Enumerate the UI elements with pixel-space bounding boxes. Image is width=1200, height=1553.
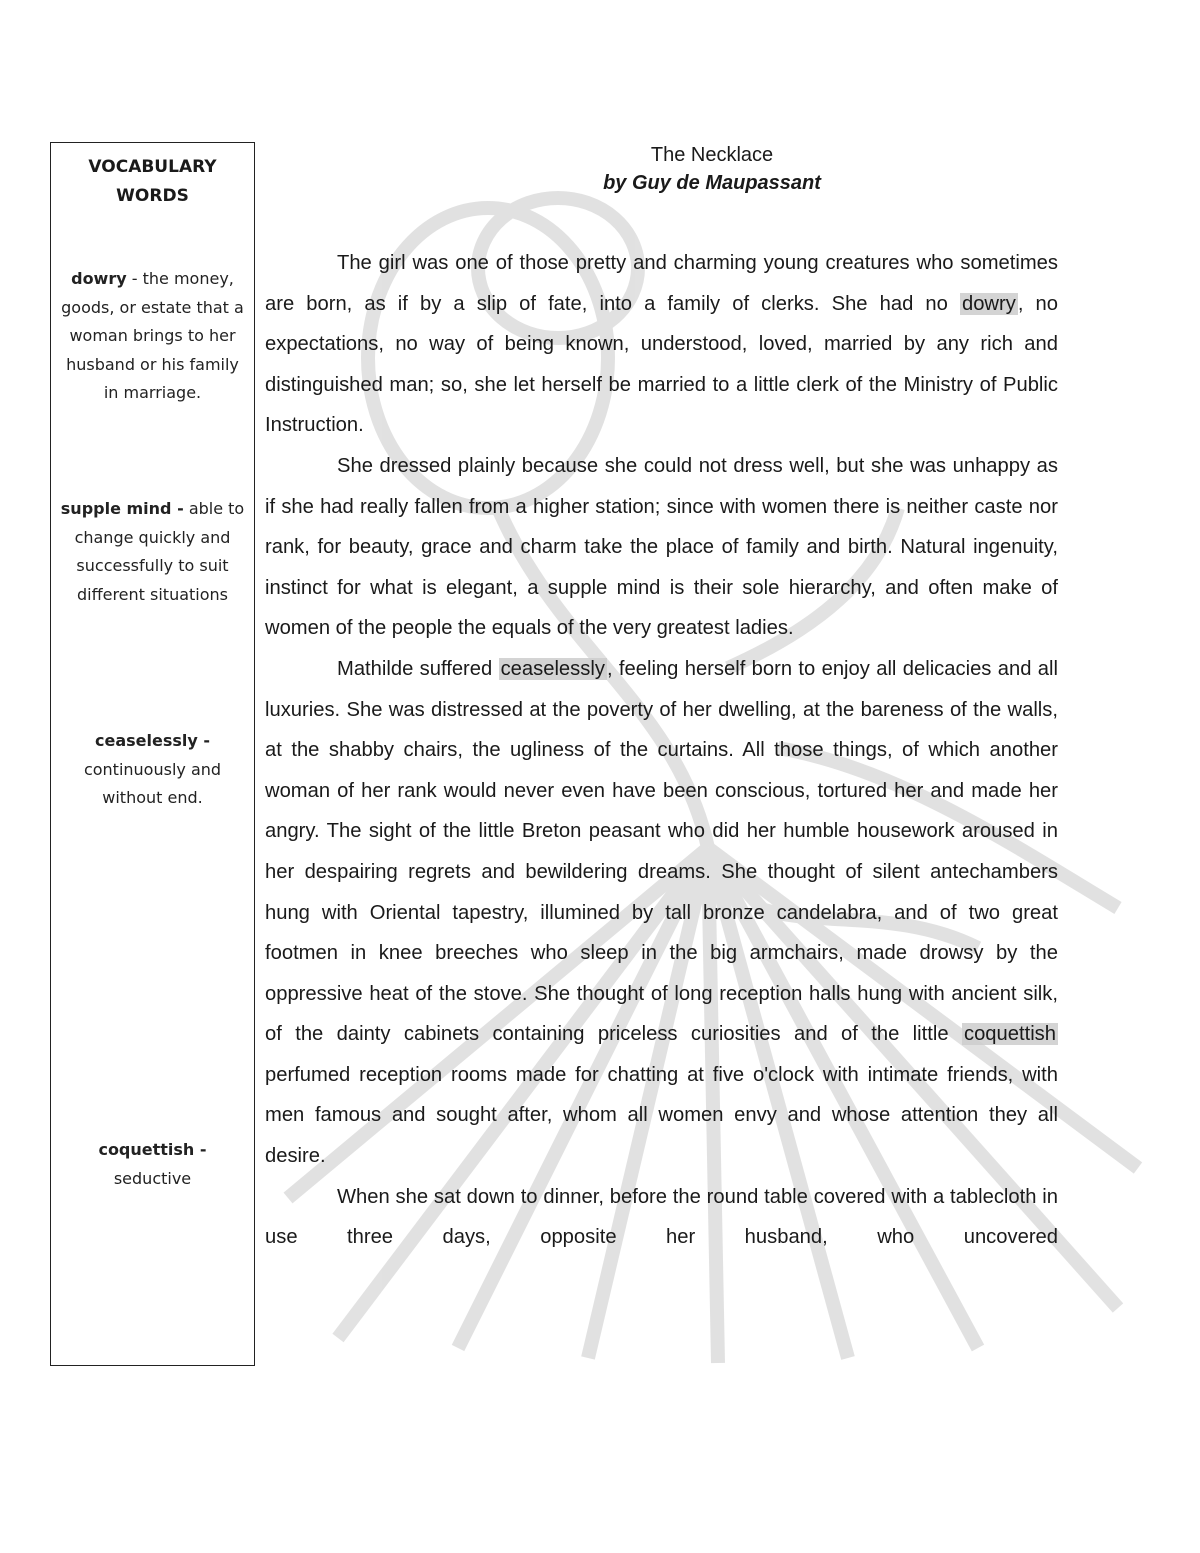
vocab-word: supple mind — [547, 576, 661, 599]
text-run: The girl was one of those pretty and charming young creatures who sometimes are born, as if by a slip of fate, into a family of clerks. She had no — [265, 252, 1058, 315]
story-title: The Necklace — [650, 144, 774, 166]
highlighted-vocab-word: dowry — [961, 292, 1016, 315]
text-run: perfumed reception rooms made for chatting at five o'clock with intimate friends, with men famous and sought after, whom all women envy and whose attention they all desire. — [265, 1063, 1058, 1168]
vocabulary-sidebar — [50, 142, 255, 1366]
vocab-term: coquettish - — [98, 1140, 207, 1159]
story-paragraph — [265, 243, 1058, 446]
vocab-entry-ceaselessly — [65, 727, 240, 813]
story-paragraph — [265, 649, 1058, 1177]
vocab-entry-dowry — [59, 265, 246, 408]
vocab-separator: - — [126, 269, 143, 288]
vocab-definition: able to change quickly and successfully to suit different situations — [74, 499, 245, 604]
vocab-entry-supple-mind — [59, 495, 246, 609]
story-body — [265, 243, 1058, 1258]
highlighted-vocab-word: ceaselessly — [500, 657, 605, 680]
vocab-definition: seductive — [113, 1168, 192, 1188]
text-run: , no expectations, no way of being known, understood, loved, married by any rich and distinguished man; so, she let herself be married to a little clerk of the Ministry of Public Instruction. — [265, 292, 1058, 437]
vocabulary-title: VOCABULARY WORDS — [88, 157, 217, 206]
vocab-definition: the money, goods, or estate that a woman brings to her husband or his family in marriage. — [61, 269, 244, 402]
vocab-term: supple mind - — [60, 499, 184, 518]
story-author: by Guy de Maupassant — [603, 172, 821, 194]
story-paragraph: When she sat down to dinner, before the round table covered with a tablecloth in use three days, opposite her husband, who uncovered — [265, 1185, 1058, 1249]
text-run: Mathilde suffered — [337, 657, 499, 680]
vocab-term: ceaselessly - — [94, 731, 210, 750]
vocab-definition: continuously and without end. — [83, 759, 222, 807]
text-run: , feeling herself born to enjoy all delicacies and all luxuries. She was distressed at the poverty of her dwelling, at the bareness of the walls, at the shabby chairs, the ugliness of the curtains. All those things, of which another woman of her rank would never even have been conscious, tortured her and made her angry. The sight of the little Breton peasant who did her humble housework aroused in her despairing regrets and bewildering dreams. She thought of silent antechambers hung with Oriental tapestry, illumined by tall bronze candelabra, and of two great footmen in knee breeches who sleep in the big armchairs, made drowsy by the oppressive heat of the stove. She thought of long reception halls hung with ancient silk, of the dainty cabinets containing priceless curiosities and of the little — [265, 657, 1058, 1046]
vocab-entry-coquettish — [81, 1136, 224, 1193]
highlighted-vocab-word: coquettish — [963, 1023, 1056, 1046]
text-run: is their sole hierarchy, and often make of women of the people the equals of the very greatest ladies. — [265, 576, 1059, 640]
story-paragraph — [265, 446, 1058, 649]
vocab-term: dowry — [71, 269, 127, 288]
text-run: She dressed plainly because she could not dress well, but she was unhappy as if she had really fallen from a higher station; since with women there is neither caste nor rank, for beauty, grace and charm take the place of family and birth. Natural ingenuity, instinct for what is elegant, a — [265, 454, 1058, 599]
